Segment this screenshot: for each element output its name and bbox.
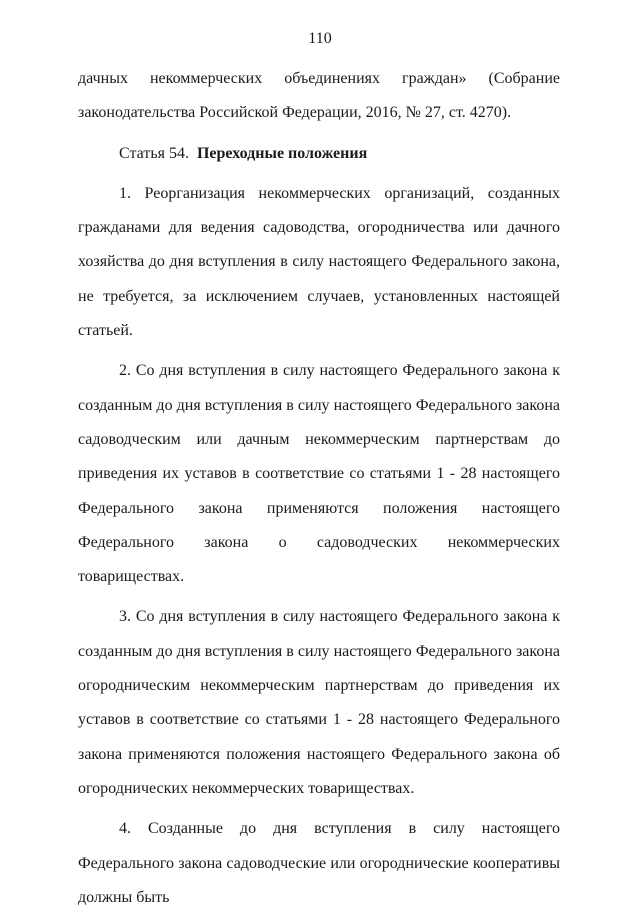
- lead-paragraph: дачных некоммерческих объединениях граждан» (Собрание законодательства Российской Федерации, 2016, № 27, ст. 4270).: [78, 70, 560, 122]
- paragraph-4: 4. Созданные до дня вступления в силу настоящего Федерального закона садоводческие или огороднические кооперативы должны быть: [78, 820, 560, 906]
- paragraph-3: 3. Со дня вступления в силу настоящего Федерального закона к созданным до дня вступления в силу настоящего Федерального закона огородническим некоммерческим партнерствам до приведения их уставов в соответствие со статьями 1 - 28 настоящего Федерального закона применяются положения настоящего Федерального закона об огороднических некоммерческих товариществах.: [78, 608, 560, 797]
- article-number: Статья 54.: [119, 144, 189, 162]
- document-body: [78, 62, 560, 915]
- paragraph-1: 1. Реорганизация некоммерческих организаций, созданных гражданами для ведения садоводства, огородничества или дачного хозяйства до дня вступления в силу настоящего Федерального закона, не требуется, за исключением случаев, установленных настоящей статьей.: [78, 184, 560, 340]
- paragraph-2: 2. Со дня вступления в силу настоящего Федерального закона к созданным до дня вступления в силу настоящего Федерального закона садоводческим или дачным некоммерческим партнерствам до приведения их уставов в соответствие со статьями 1 - 28 настоящего Федерального закона применяются положения настоящего Федерального закона о садоводческих некоммерческих товариществах.: [78, 362, 560, 586]
- article-heading: [78, 137, 560, 171]
- article-title: Переходные положения: [196, 144, 368, 162]
- page-number: 110: [308, 30, 332, 47]
